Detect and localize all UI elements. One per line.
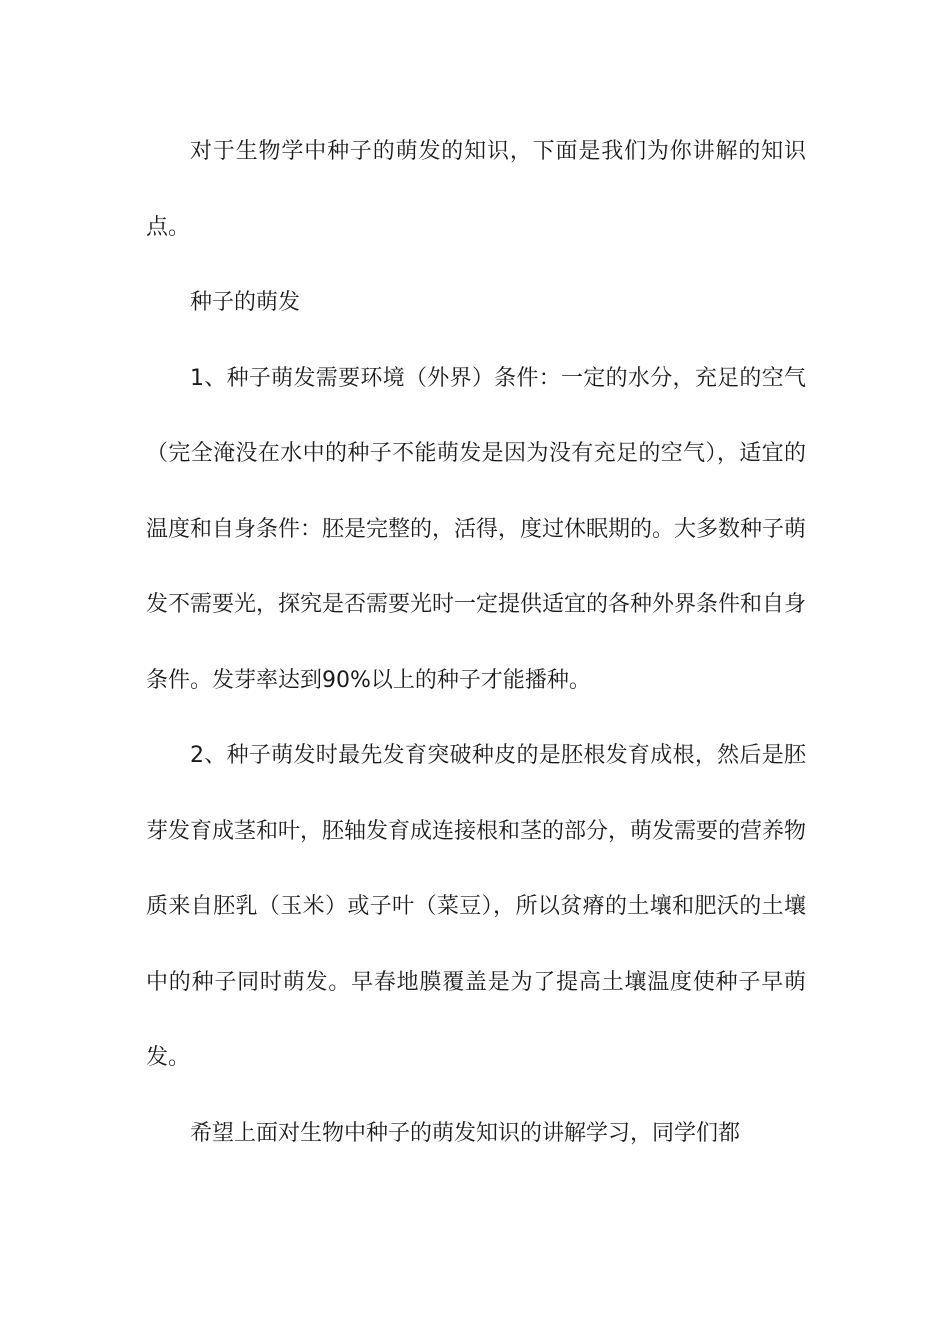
point-1-paragraph: 1、种子萌发需要环境（外界）条件：一定的水分，充足的空气（完全淹没在水中的种子不能萌发是因为没有充足的空气），适宜的温度和自身条件：胚是完整的，活得，度过休眠期的。大多数种子萌发不需要光，探究是否需要光时一定提供适宜的各种外界条件和自身条件。发芽率达到90%以上的种子才能播种。 [146,365,807,693]
closing-paragraph: 希望上面对生物中种子的萌发知识的讲解学习，同学们都 [190,1120,741,1146]
document-body [146,114,806,1171]
section-heading: 种子的萌发 [190,290,301,315]
point-2-paragraph: 2、种子萌发时最先发育突破种皮的是胚根发育成根，然后是胚芽发育成茎和叶，胚轴发育成连接根和茎的部分，萌发需要的营养物质来自胚乳（玉米）或子叶（菜豆），所以贫瘠的土壤和肥沃的土壤中的种子同时萌发。早春地膜覆盖是为了提高土壤温度使种子早萌发。 [146,743,807,1070]
intro-paragraph: 对于生物学中种子的萌发的知识，下面是我们为你讲解的知识点。 [146,139,806,240]
